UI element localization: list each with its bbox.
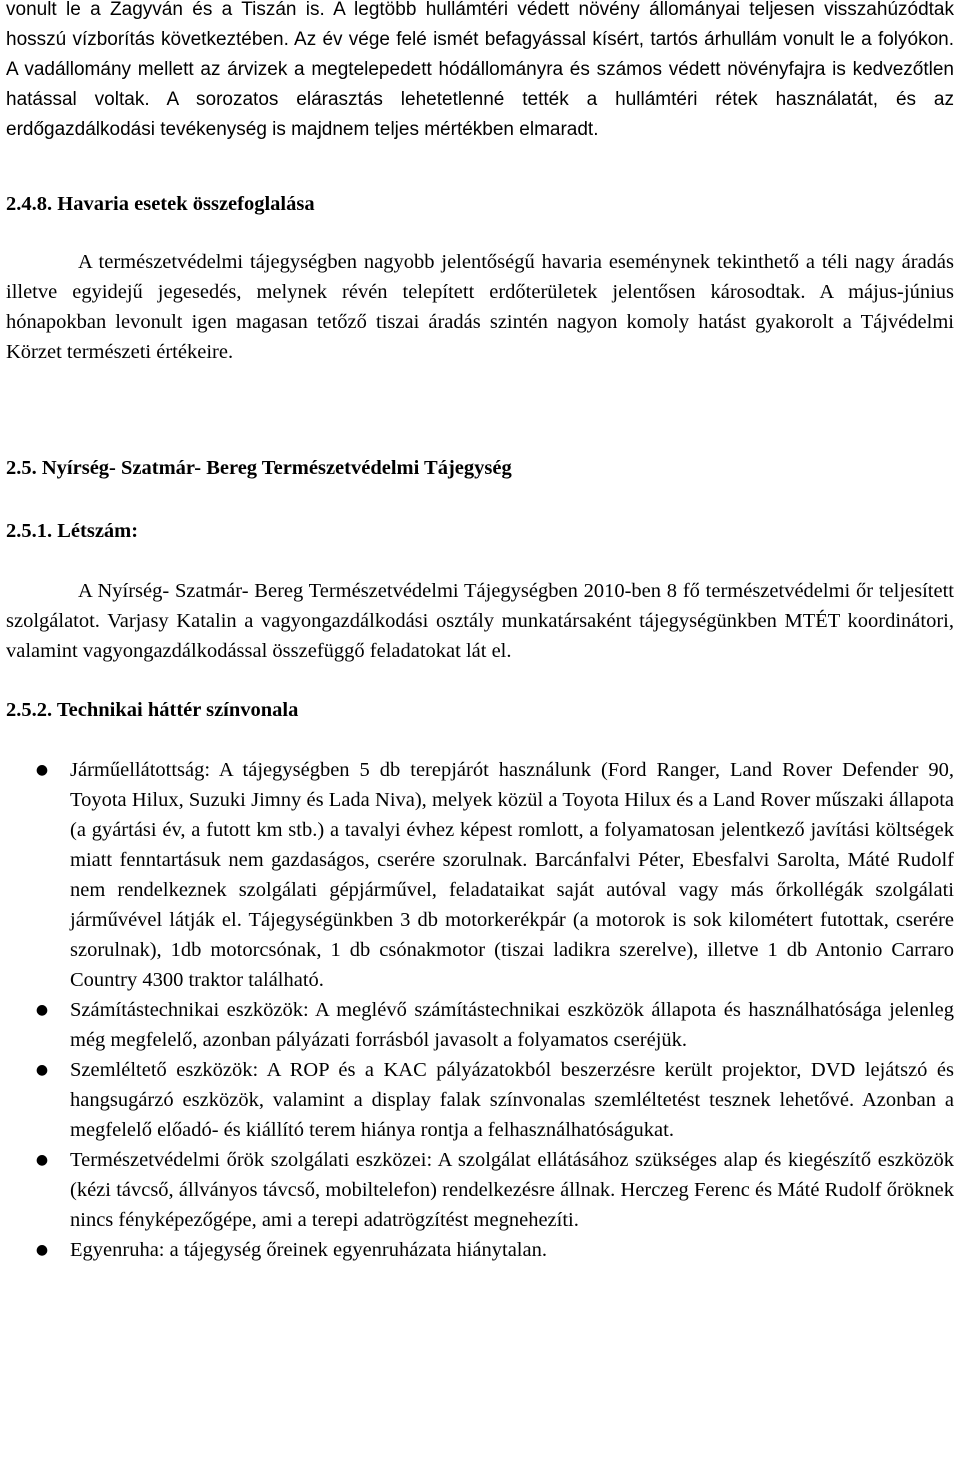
letszam-paragraph: A Nyírség- Szatmár- Bereg Természetvédelmi Tájegységben 2010-ben 8 fő természetvédelmi őr teljesített szolgálatot. Varjasy Katalin a vagyongazdálkodási osztály munkatársaként tájegységünkben MTÉT koordinátori, valamint vagyongazdálkodással összefüggő feladatokat lát el. [6, 580, 954, 662]
list-item-text: Szemléltető eszközök: A ROP és a KAC pályázatokból beszerzésre került projektor, DVD lejátszó és hangsugárzó eszközök, valamint a display falak színvonalas szemléltetést tesznek lehetővé. Azonban a megfelelő előadó- és kiállító terem hiánya rontja a felhasználhatóságukat. [70, 1059, 954, 1141]
list-item-text: Számítástechnikai eszközök: A meglévő számítástechnikai eszközök állapota és használhatósága jelenleg még megfelelő, azonban pályázati forrásból javasolt a folyamatos cseréjük. [70, 999, 954, 1051]
list-item [35, 1145, 954, 1235]
bullet-icon: ● [35, 762, 49, 778]
list-item [35, 755, 954, 995]
bullet-icon: ● [35, 1002, 49, 1018]
section-heading-tajegyseg: 2.5. Nyírség- Szatmár- Bereg Természetvédelmi Tájegység [6, 457, 512, 479]
technikai-hatter-list [6, 755, 954, 1265]
list-item-text: Egyenruha: a tájegység őreinek egyenruházata hiánytalan. [70, 1239, 547, 1261]
document-page [6, 0, 954, 1265]
list-item [35, 1055, 954, 1145]
list-item [35, 995, 954, 1055]
section-heading-havaria: 2.4.8. Havaria esetek összefoglalása [6, 193, 315, 215]
section-heading-technikai-hatter: 2.5.2. Technikai háttér színvonala [6, 699, 299, 721]
list-item-text: Természetvédelmi őrök szolgálati eszközei: A szolgálat ellátásához szükséges alap és kiegészítő eszközök (kézi távcső, állványos távcső, mobiltelefon) rendelkezésre állnak. Herczeg Ferenc és Máté Rudolf őröknek nincs fényképezőgépe, ami a terepi adatrögzítést megnehezíti. [70, 1149, 954, 1231]
intro-paragraph: vonult le a Zagyván és a Tiszán is. A legtöbb hullámtéri védett növény állományai teljesen visszahúzódtak hosszú vízborítás következtében. Az év vége felé ismét befagyással kísért, tartós árhullám vonult le a folyókon. A vadállomány mellett az árvizek a megtelepedett hódállományra és számos védett növényfajra is kedvezőtlen hatással voltak. A sorozatos elárasztás lehetetlenné tették a hullámtéri rétek használatát, és az erdőgazdálkodási tevékenység is majdnem teljes mértékben elmaradt. [6, 0, 954, 140]
list-item [35, 1235, 954, 1265]
havaria-paragraph: A természetvédelmi tájegységben nagyobb jelentőségű havaria eseménynek tekinthető a téli nagy áradás illetve egyidejű jegesedés, melynek révén telepített erdőterületek jelentősen károsodtak. A május-június hónapokban levonult igen magasan tetőző tiszai áradás szintén nagyon komoly hatást gyakorolt a Tájvédelmi Körzet természeti értékeire. [6, 251, 954, 363]
bullet-icon: ● [35, 1242, 49, 1258]
bullet-icon: ● [35, 1062, 49, 1078]
section-heading-letszam: 2.5.1. Létszám: [6, 520, 139, 542]
list-item-text: Járműellátottság: A tájegységben 5 db terepjárót használunk (Ford Ranger, Land Rover Defender 90, Toyota Hilux, Suzuki Jimny és Lada Niva), melyek közül a Toyota Hilux és a Land Rover műszaki állapota (a gyártási év, a futott km stb.) a tavalyi évhez képest romlott, a folyamatosan jelentkező javítási költségek miatt fenntartásuk nem gazdaságos, cserére szorulnak. Barcánfalvi Péter, Ebesfalvi Sarolta, Máté Rudolf nem rendelkeznek szolgálati gépjárművel, feladataikat saját autóval vagy más őrkollégák szolgálati járművével látják el. Tájegységünkben 3 db motorkerékpár (a motorok is sok kilométert futottak, cserére szorulnak), 1db motorcsónak, 1 db csónakmotor (tiszai ladikra szerelve), illetve 1 db Antonio Carraro Country 4300 traktor található. [70, 759, 954, 991]
bullet-icon: ● [35, 1152, 49, 1168]
